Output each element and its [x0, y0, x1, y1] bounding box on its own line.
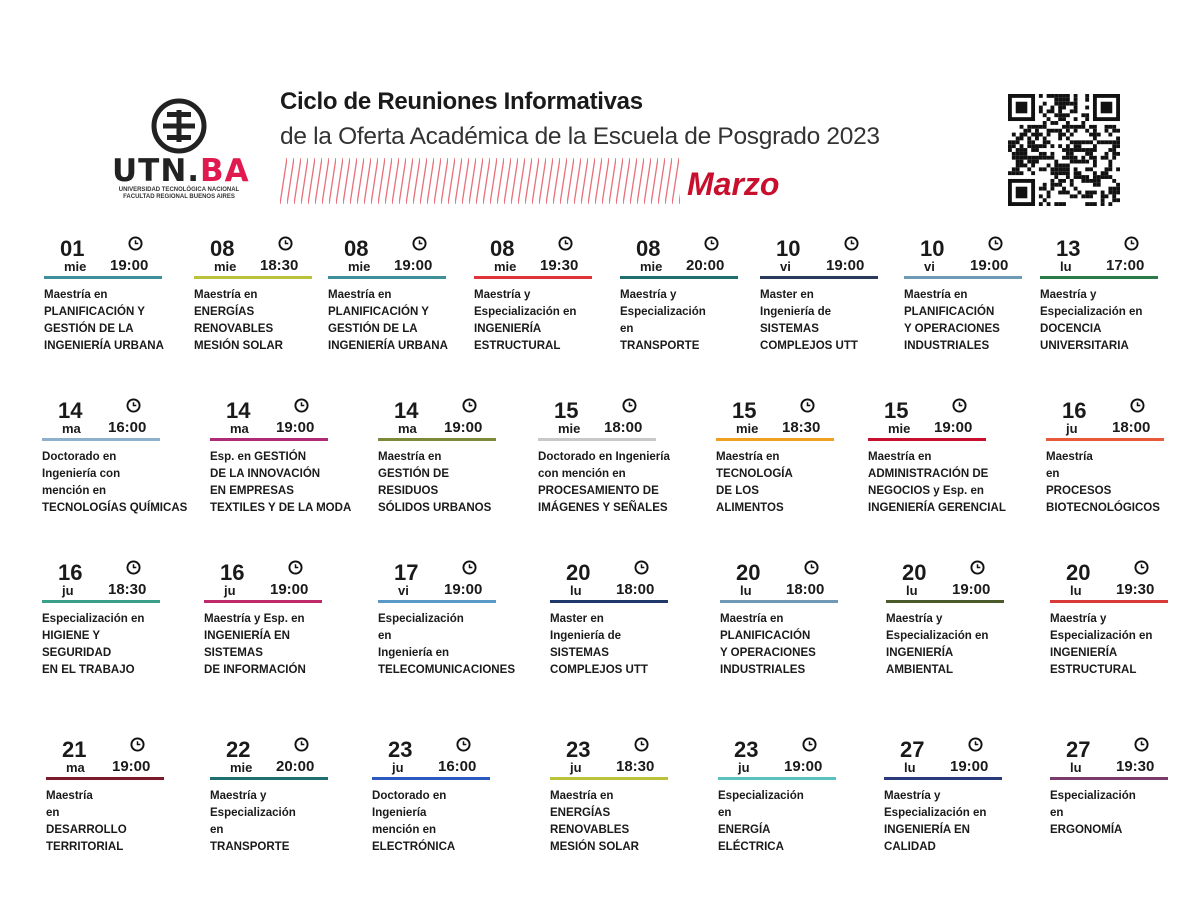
- event-weekday: mie: [64, 259, 87, 274]
- event-description-line: Ingeniería de: [760, 304, 832, 318]
- event-description-line: UNIVERSITARIA: [1040, 338, 1129, 352]
- event-description-line: PLANIFICACIÓN: [904, 304, 995, 318]
- clock-icon: [288, 560, 303, 575]
- event-description: [550, 610, 708, 678]
- event-description-line: INGENIERÍA GERENCIAL: [868, 500, 1006, 514]
- event-description-line: Maestría en: [378, 449, 442, 463]
- clock-icon: [462, 398, 477, 413]
- event-description-line: ENERGÍAS: [550, 805, 611, 819]
- event-description-line: Doctorado en: [372, 788, 447, 802]
- event-description-line: INGENIERÍA URBANA: [328, 338, 448, 352]
- event-description-line: Maestría y: [1040, 287, 1097, 301]
- event-weekday: ju: [570, 760, 582, 775]
- event-description: [886, 610, 1044, 678]
- event-day: 27: [900, 737, 925, 762]
- event-day: 15: [884, 398, 909, 423]
- event-day: 01: [60, 236, 85, 261]
- event-description-line: ELÉCTRICA: [718, 839, 784, 853]
- event-time: 19:00: [394, 257, 433, 274]
- event-description-line: Especialización en: [884, 805, 987, 819]
- event-day: 14: [226, 398, 251, 423]
- event-description-line: Maestría y: [620, 287, 677, 301]
- event-description-line: TECNOLOGÍA: [716, 466, 793, 480]
- clock-icon: [1134, 737, 1149, 752]
- event-weekday: ju: [62, 583, 74, 598]
- event-time: 18:30: [616, 758, 655, 775]
- event-description-line: PLANIFICACIÓN: [720, 628, 811, 642]
- event-day: 13: [1056, 236, 1081, 261]
- event-time: 19:30: [1116, 581, 1155, 598]
- event-description: [44, 286, 202, 354]
- event-description-line: SISTEMAS: [204, 645, 263, 659]
- event-description-line: INGENIERÍA URBANA: [44, 338, 164, 352]
- clock-icon: [634, 560, 649, 575]
- event-time: 19:30: [1116, 758, 1155, 775]
- event-color-bar: [904, 276, 1022, 279]
- event-description-line: Especialización en: [1050, 628, 1153, 642]
- event-weekday: lu: [740, 583, 752, 598]
- event-day: 22: [226, 737, 251, 762]
- event-day: 14: [58, 398, 83, 423]
- event-description: [42, 610, 200, 678]
- clock-icon: [704, 236, 719, 251]
- event-description-line: en: [1050, 805, 1064, 819]
- event-description-line: Doctorado en: [42, 449, 117, 463]
- event-description: [474, 286, 632, 354]
- event-weekday: mie: [230, 760, 253, 775]
- event-description-line: AMBIENTAL: [886, 662, 954, 676]
- event-description: [42, 448, 200, 516]
- event-time: 19:00: [784, 758, 823, 775]
- event-description-line: COMPLEJOS UTT: [760, 338, 858, 352]
- event-description: [204, 610, 362, 678]
- event-description: [1046, 448, 1200, 516]
- event-color-bar: [1050, 600, 1168, 603]
- event-description-line: INGENIERÍA EN: [884, 822, 971, 836]
- event-description: [1040, 286, 1198, 354]
- clock-icon: [800, 398, 815, 413]
- event-description: [378, 448, 536, 516]
- event-color-bar: [538, 438, 656, 441]
- event-day: 15: [732, 398, 757, 423]
- event-weekday: lu: [1070, 760, 1082, 775]
- event-description-line: Especialización en: [1040, 304, 1143, 318]
- event-weekday: ju: [224, 583, 236, 598]
- event-day: 10: [920, 236, 945, 261]
- event-color-bar: [1040, 276, 1158, 279]
- event-description-line: Y OPERACIONES: [904, 321, 1000, 335]
- event-description-line: en: [718, 805, 732, 819]
- event-description-line: RESIDUOS: [378, 483, 439, 497]
- event-day: 20: [736, 560, 761, 585]
- event-color-bar: [378, 438, 496, 441]
- clock-icon: [294, 737, 309, 752]
- clock-icon: [462, 560, 477, 575]
- event-description-line: GESTIÓN DE LA: [44, 321, 134, 335]
- event-color-bar: [868, 438, 986, 441]
- event-day: 23: [734, 737, 759, 762]
- event-description-line: Maestría en: [194, 287, 258, 301]
- event-description-line: TRANSPORTE: [210, 839, 290, 853]
- clock-icon: [1124, 236, 1139, 251]
- event-description-line: EN EMPRESAS: [210, 483, 294, 497]
- clock-icon: [844, 236, 859, 251]
- event-color-bar: [378, 600, 496, 603]
- event-description-line: Maestría y: [1050, 611, 1107, 625]
- event-description: [718, 787, 876, 855]
- event-color-bar: [44, 276, 162, 279]
- event-time: 19:00: [110, 257, 149, 274]
- clock-icon: [970, 560, 985, 575]
- event-color-bar: [210, 777, 328, 780]
- event-description-line: en: [1046, 466, 1060, 480]
- event-color-bar: [372, 777, 490, 780]
- event-description-line: INGENIERÍA EN: [204, 628, 291, 642]
- event-weekday: mie: [640, 259, 663, 274]
- event-color-bar: [620, 276, 738, 279]
- utn-ba-logo: [112, 98, 250, 210]
- event-time: 20:00: [276, 758, 315, 775]
- event-weekday: mie: [348, 259, 371, 274]
- event-description-line: en: [620, 321, 634, 335]
- event-description-line: DE LOS: [716, 483, 759, 497]
- event-description-line: Maestría en: [716, 449, 780, 463]
- event-description: [720, 610, 878, 678]
- clock-icon: [968, 737, 983, 752]
- event-description-line: Maestría y: [884, 788, 941, 802]
- event-day: 17: [394, 560, 419, 585]
- event-description-line: GESTIÓN DE: [378, 466, 450, 480]
- event-description-line: HIGIENE Y: [42, 628, 101, 642]
- event-description-line: INGENIERÍA: [886, 645, 954, 659]
- event-description-line: INDUSTRIALES: [904, 338, 990, 352]
- event-description-line: en: [378, 628, 392, 642]
- event-weekday: mie: [736, 421, 759, 436]
- event-description-line: Especialización en: [42, 611, 145, 625]
- page-subtitle: de la Oferta Académica de la Escuela de Posgrado 2023: [280, 123, 880, 150]
- event-description-line: Maestría en: [328, 287, 392, 301]
- logo-subtitle-2: FACULTAD REGIONAL BUENOS AIRES: [123, 194, 235, 200]
- event-day: 20: [902, 560, 927, 585]
- event-description-line: INGENIERÍA: [1050, 645, 1118, 659]
- event-description-line: en: [210, 822, 224, 836]
- event-day: 23: [566, 737, 591, 762]
- event-description-line: Maestría en: [868, 449, 932, 463]
- event-color-bar: [328, 276, 446, 279]
- event-time: 18:00: [786, 581, 825, 598]
- event-time: 19:00: [276, 419, 315, 436]
- event-description-line: mención en: [42, 483, 107, 497]
- event-description: [46, 787, 204, 855]
- event-description-line: ERGONOMÍA: [1050, 822, 1123, 836]
- event-weekday: ju: [738, 760, 750, 775]
- clock-icon: [456, 737, 471, 752]
- event-time: 19:00: [950, 758, 989, 775]
- event-description-line: Especialización en: [886, 628, 989, 642]
- event-weekday: mie: [494, 259, 517, 274]
- event-weekday: ju: [392, 760, 404, 775]
- event-description-line: Especialización: [718, 788, 804, 802]
- clock-icon: [294, 398, 309, 413]
- clock-icon: [126, 398, 141, 413]
- event-weekday: lu: [1070, 583, 1082, 598]
- event-description: [760, 286, 918, 354]
- event-time: 19:00: [270, 581, 309, 598]
- event-description-line: PLANIFICACIÓN Y: [328, 304, 429, 318]
- event-description-line: DE LA INNOVACIÓN: [210, 466, 321, 480]
- event-time: 19:00: [970, 257, 1009, 274]
- event-color-bar: [42, 600, 160, 603]
- event-day: 20: [566, 560, 591, 585]
- event-weekday: mie: [888, 421, 911, 436]
- event-time: 19:00: [952, 581, 991, 598]
- month-label: Marzo: [687, 166, 780, 202]
- event-description: [716, 448, 874, 516]
- event-day: 14: [394, 398, 419, 423]
- event-description-line: SISTEMAS: [550, 645, 609, 659]
- event-description-line: RENOVABLES: [550, 822, 630, 836]
- event-time: 19:30: [540, 257, 579, 274]
- event-description: [884, 787, 1042, 855]
- event-weekday: ma: [230, 421, 249, 436]
- event-day: 20: [1066, 560, 1091, 585]
- event-description-line: en: [46, 805, 60, 819]
- event-day: 10: [776, 236, 801, 261]
- event-description-line: DE INFORMACIÓN: [204, 662, 306, 676]
- event-color-bar: [204, 600, 322, 603]
- event-description: [620, 286, 778, 354]
- event-weekday: ma: [62, 421, 81, 436]
- event-description-line: Master en: [550, 611, 604, 625]
- event-description: [550, 787, 708, 855]
- event-weekday: ju: [1066, 421, 1078, 436]
- event-description-line: RENOVABLES: [194, 321, 274, 335]
- event-description-line: CALIDAD: [884, 839, 936, 853]
- event-color-bar: [1046, 438, 1164, 441]
- event-description-line: ESTRUCTURAL: [474, 338, 561, 352]
- event-time: 19:00: [112, 758, 151, 775]
- event-description-line: SISTEMAS: [760, 321, 819, 335]
- event-color-bar: [886, 600, 1004, 603]
- event-color-bar: [46, 777, 164, 780]
- clock-icon: [130, 737, 145, 752]
- event-day: 16: [220, 560, 245, 585]
- event-description-line: Maestría: [1046, 449, 1093, 463]
- clock-icon: [622, 398, 637, 413]
- event-description: [1050, 787, 1200, 838]
- event-day: 16: [1062, 398, 1087, 423]
- event-day: 08: [210, 236, 235, 261]
- event-time: 19:00: [826, 257, 865, 274]
- event-description-line: Maestría y: [886, 611, 943, 625]
- hatch-decoration: [280, 158, 680, 204]
- event-description-line: GESTIÓN DE LA: [328, 321, 418, 335]
- clock-icon: [952, 398, 967, 413]
- event-time: 18:00: [604, 419, 643, 436]
- event-description: [210, 448, 368, 516]
- event-description-line: TELECOMUNICACIONES: [378, 662, 516, 676]
- event-time: 20:00: [686, 257, 725, 274]
- event-color-bar: [720, 600, 838, 603]
- event-description-line: Doctorado en Ingeniería: [538, 449, 670, 463]
- event-description-line: DOCENCIA: [1040, 321, 1102, 335]
- page-title: Ciclo de Reuniones Informativas: [280, 88, 643, 115]
- logo-subtitle-1: UNIVERSIDAD TECNOLÓGICA NACIONAL: [118, 187, 240, 193]
- event-time: 18:00: [1112, 419, 1151, 436]
- clock-icon: [558, 236, 573, 251]
- event-day: 27: [1066, 737, 1091, 762]
- event-description-line: ENERGÍA: [718, 822, 771, 836]
- event-description-line: Ingeniería de: [550, 628, 622, 642]
- event-description-line: Especialización: [378, 611, 464, 625]
- event-day: 23: [388, 737, 413, 762]
- event-description-line: ESTRUCTURAL: [1050, 662, 1137, 676]
- event-color-bar: [760, 276, 878, 279]
- event-color-bar: [718, 777, 836, 780]
- event-weekday: lu: [906, 583, 918, 598]
- clock-icon: [1134, 560, 1149, 575]
- event-description-line: Especialización: [1050, 788, 1136, 802]
- event-weekday: mie: [558, 421, 581, 436]
- event-description: [210, 787, 368, 855]
- event-description-line: EN EL TRABAJO: [42, 662, 135, 676]
- event-day: 08: [490, 236, 515, 261]
- event-time: 18:30: [108, 581, 147, 598]
- clock-icon: [634, 737, 649, 752]
- event-description-line: BIOTECNOLÓGICOS: [1046, 500, 1160, 514]
- event-description-line: PROCESOS: [1046, 483, 1112, 497]
- event-description-line: NEGOCIOS y Esp. en: [868, 483, 984, 497]
- event-description-line: TECNOLOGÍAS QUÍMICAS: [42, 500, 188, 514]
- event-description-line: ALIMENTOS: [716, 500, 784, 514]
- event-color-bar: [474, 276, 592, 279]
- event-description-line: Maestría en: [720, 611, 784, 625]
- event-description-line: DESARROLLO: [46, 822, 127, 836]
- event-description-line: Y OPERACIONES: [720, 645, 816, 659]
- event-description-line: Master en: [760, 287, 814, 301]
- event-description-line: INGENIERÍA: [474, 321, 542, 335]
- event-description-line: Especialización: [210, 805, 296, 819]
- event-time: 19:00: [444, 419, 483, 436]
- event-time: 18:00: [616, 581, 655, 598]
- event-day: 08: [344, 236, 369, 261]
- event-description-line: Maestría y: [474, 287, 531, 301]
- clock-icon: [802, 737, 817, 752]
- event-weekday: lu: [570, 583, 582, 598]
- event-description-line: Maestría y Esp. en: [204, 611, 305, 625]
- event-description-line: TERRITORIAL: [46, 839, 124, 853]
- event-description: [904, 286, 1062, 354]
- event-weekday: vi: [924, 259, 935, 274]
- clock-icon: [128, 236, 143, 251]
- event-weekday: vi: [398, 583, 409, 598]
- event-description-line: MESIÓN SOLAR: [550, 839, 640, 853]
- event-description-line: MESIÓN SOLAR: [194, 338, 284, 352]
- qr-code[interactable]: [1008, 94, 1120, 206]
- event-color-bar: [716, 438, 834, 441]
- event-weekday: ma: [66, 760, 85, 775]
- event-day: 08: [636, 236, 661, 261]
- event-time: 19:00: [444, 581, 483, 598]
- event-description-line: mención en: [372, 822, 437, 836]
- event-description-line: con mención en: [538, 466, 626, 480]
- event-description: [1050, 610, 1200, 678]
- clock-icon: [1130, 398, 1145, 413]
- event-color-bar: [194, 276, 312, 279]
- event-description: [868, 448, 1026, 516]
- event-color-bar: [550, 777, 668, 780]
- event-day: 15: [554, 398, 579, 423]
- event-description-line: Maestría en: [550, 788, 614, 802]
- event-description-line: Maestría: [46, 788, 93, 802]
- event-weekday: lu: [1060, 259, 1072, 274]
- event-time: 16:00: [108, 419, 147, 436]
- event-weekday: lu: [904, 760, 916, 775]
- event-description-line: ENERGÍAS: [194, 304, 255, 318]
- event-description-line: Maestría y: [210, 788, 267, 802]
- event-weekday: ma: [398, 421, 417, 436]
- clock-icon: [126, 560, 141, 575]
- event-weekday: vi: [780, 259, 791, 274]
- event-color-bar: [550, 600, 668, 603]
- event-description-line: Maestría en: [44, 287, 108, 301]
- event-color-bar: [1050, 777, 1168, 780]
- event-description: [538, 448, 696, 516]
- clock-icon: [412, 236, 427, 251]
- event-color-bar: [884, 777, 1002, 780]
- event-description-line: Esp. en GESTIÓN: [210, 449, 307, 463]
- clock-icon: [804, 560, 819, 575]
- event-time: 19:00: [934, 419, 973, 436]
- event-description-line: TRANSPORTE: [620, 338, 700, 352]
- event-description-line: TEXTILES Y DE LA MODA: [210, 500, 352, 514]
- logo-wordmark: UTN.BA: [112, 153, 250, 189]
- event-description-line: Maestría en: [904, 287, 968, 301]
- event-description-line: Ingeniería con: [42, 466, 121, 480]
- event-description-line: Ingeniería: [372, 805, 427, 819]
- event-description: [372, 787, 530, 855]
- event-description-line: COMPLEJOS UTT: [550, 662, 648, 676]
- event-description-line: SÓLIDOS URBANOS: [378, 500, 492, 514]
- event-description-line: Especialización: [620, 304, 706, 318]
- event-weekday: mie: [214, 259, 237, 274]
- event-description: [328, 286, 486, 354]
- event-description-line: INDUSTRIALES: [720, 662, 806, 676]
- clock-icon: [988, 236, 1003, 251]
- event-description-line: ELECTRÓNICA: [372, 839, 456, 853]
- event-day: 21: [62, 737, 87, 762]
- event-time: 18:30: [782, 419, 821, 436]
- event-description-line: IMÁGENES Y SEÑALES: [538, 500, 668, 514]
- event-description-line: ADMINISTRACIÓN DE: [868, 466, 989, 480]
- event-time: 16:00: [438, 758, 477, 775]
- clock-icon: [278, 236, 293, 251]
- event-time: 17:00: [1106, 257, 1145, 274]
- event-description: [378, 610, 536, 678]
- event-day: 16: [58, 560, 83, 585]
- utn-emblem-icon: [151, 98, 207, 154]
- event-description-line: Ingeniería en: [378, 645, 450, 659]
- event-description-line: SEGURIDAD: [42, 645, 112, 659]
- event-description-line: PROCESAMIENTO DE: [538, 483, 659, 497]
- event-time: 18:30: [260, 257, 299, 274]
- event-color-bar: [210, 438, 328, 441]
- event-description-line: Especialización en: [474, 304, 577, 318]
- event-color-bar: [42, 438, 160, 441]
- event-description-line: PLANIFICACIÓN Y: [44, 304, 145, 318]
